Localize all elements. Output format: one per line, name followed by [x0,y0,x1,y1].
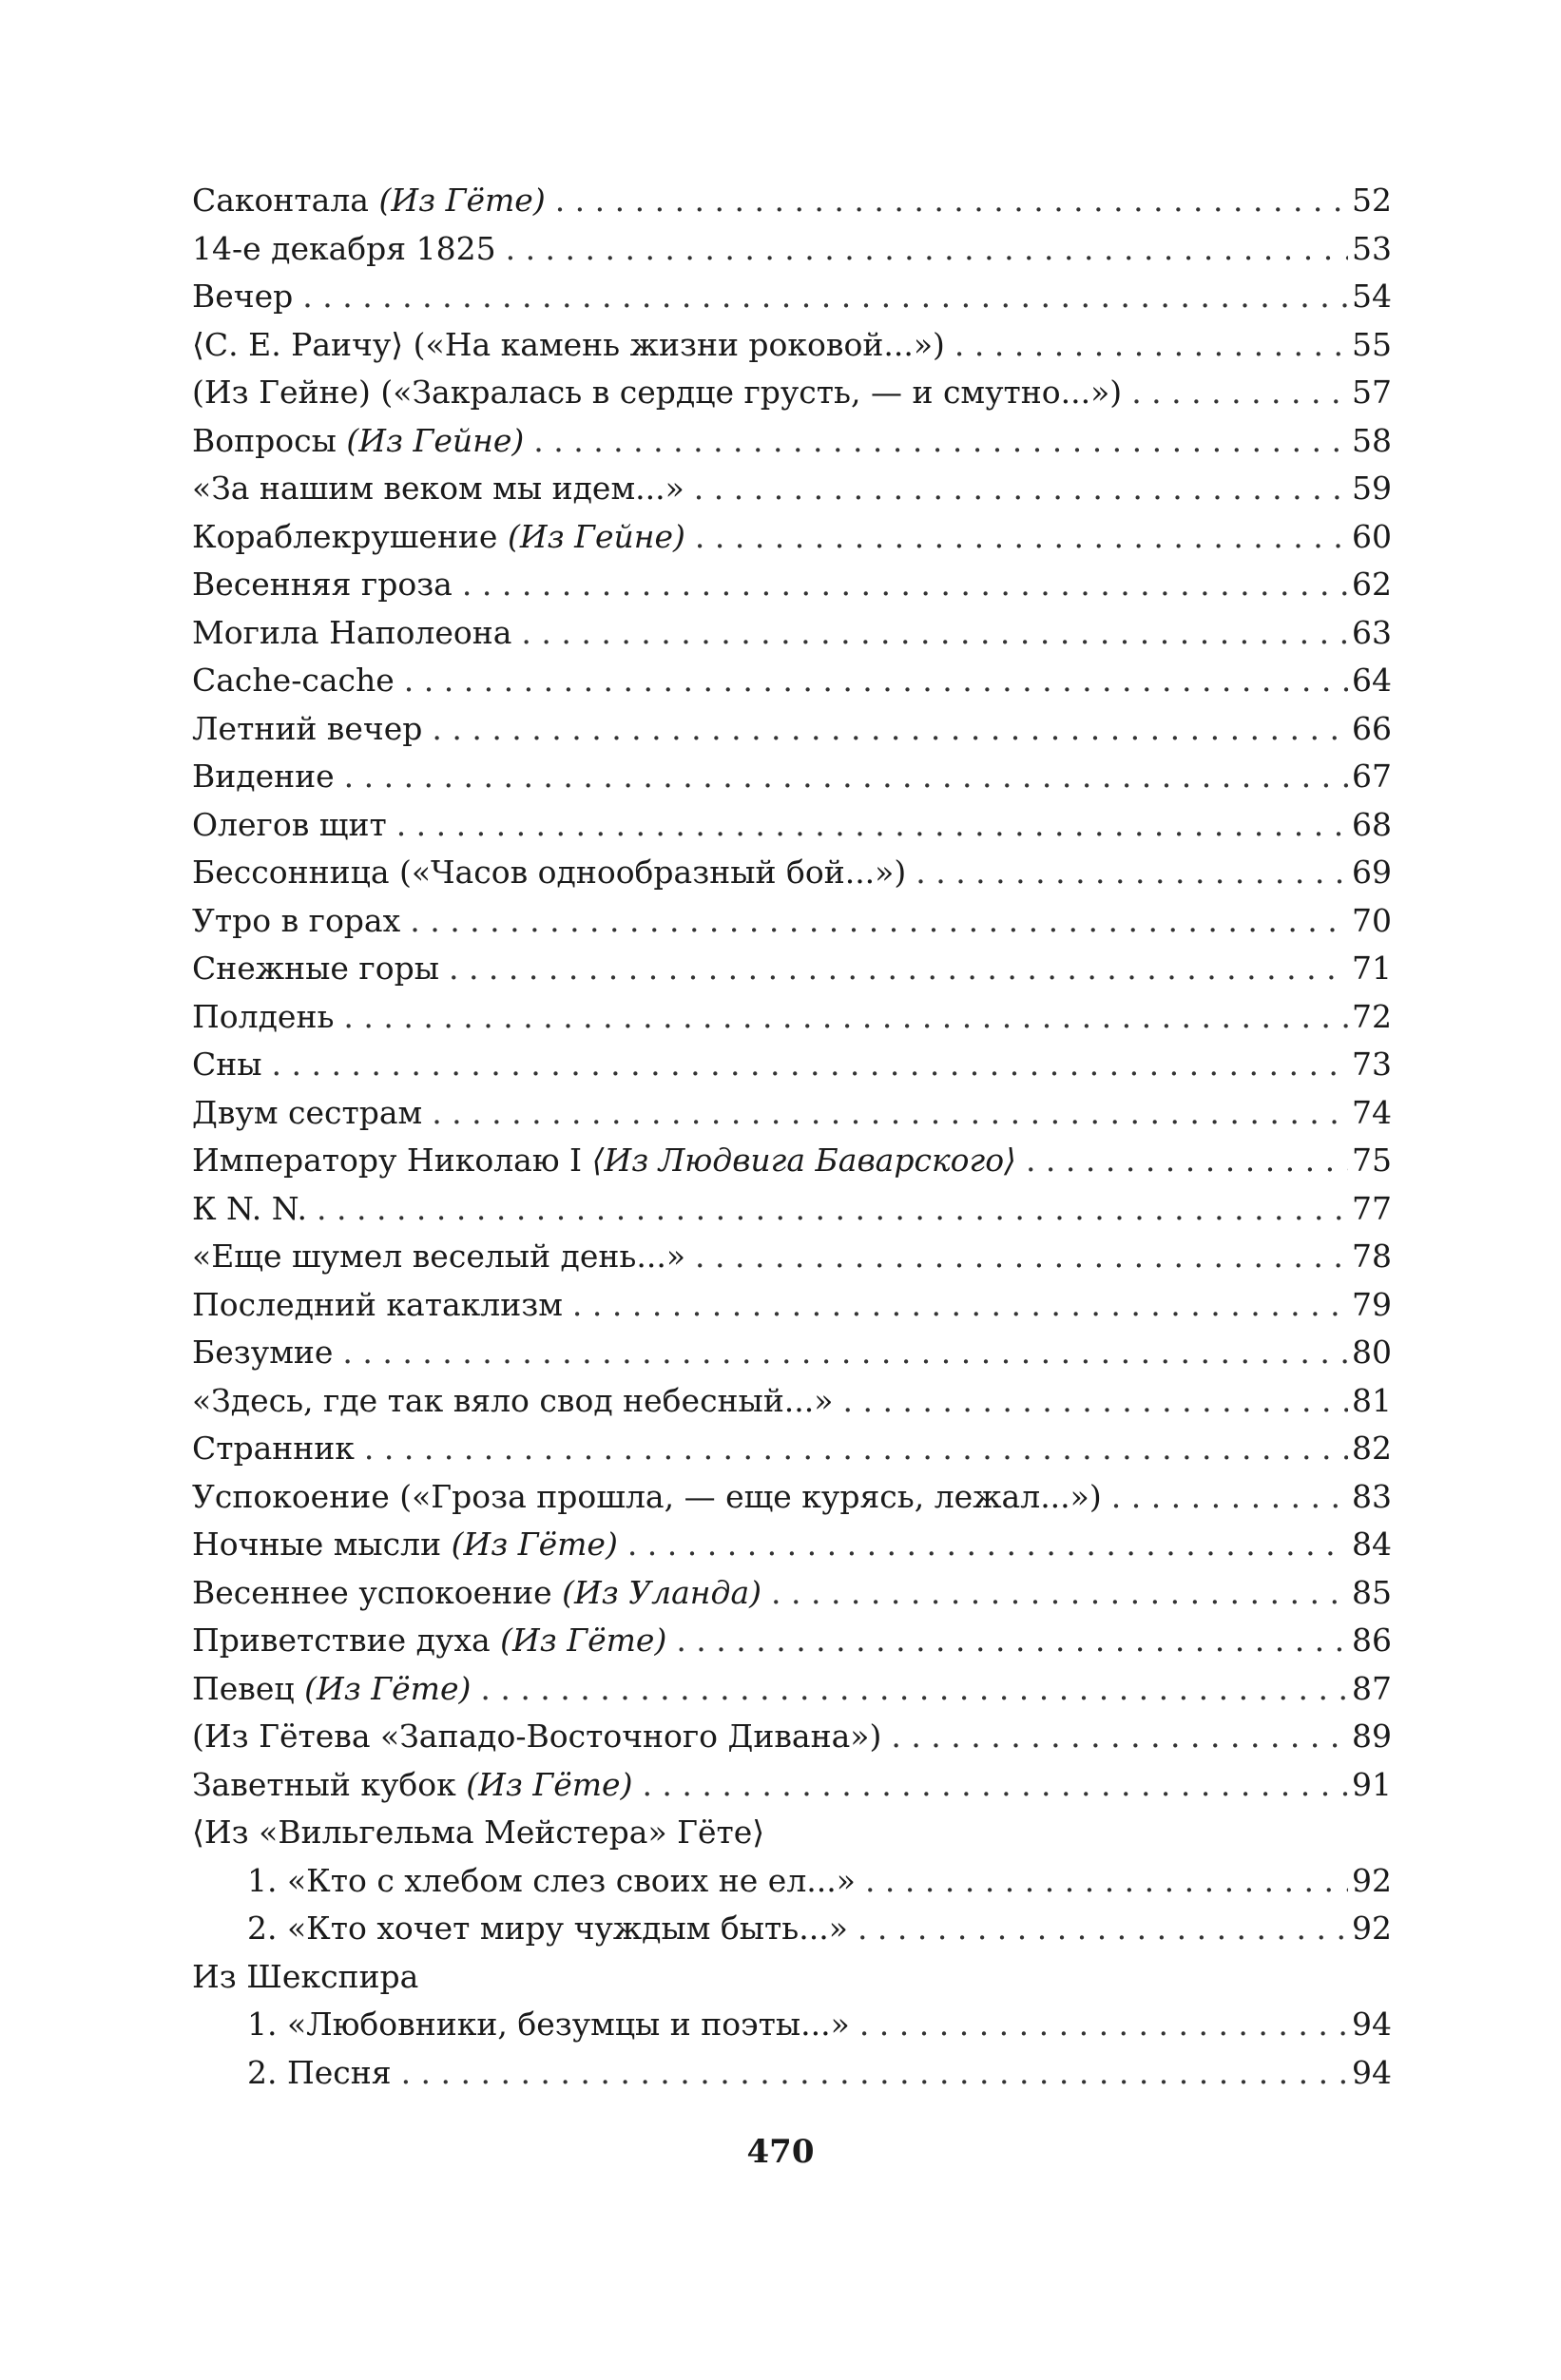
dot-leader [342,1329,1348,1377]
toc-entry-page: 73 [1352,1046,1392,1083]
toc-entry-title [192,1713,881,1761]
toc-entry [192,705,1392,754]
toc-entry-title [192,513,685,562]
toc-entry-page: 92 [1352,1861,1392,1899]
toc-entry-title-text: Бессонница («Часов однообразный бой...») [192,854,907,891]
toc-entry [192,2001,1392,2049]
dot-leader [1111,1473,1348,1522]
toc-entry-page: 68 [1352,805,1392,843]
dot-leader [627,1521,1348,1569]
toc-entry [192,1953,1392,2002]
toc-entry-source: (Из Гейне) [346,421,525,459]
toc-entry-page: 59 [1352,470,1392,507]
toc-entry-title-text: Полдень [192,997,335,1035]
toc-entry-page: 58 [1352,421,1392,459]
toc-entry-title [192,273,293,321]
toc-entry-title-text: 1. «Любовники, безумцы и поэты...» [247,2006,850,2043]
toc-entry-title [192,1473,1102,1522]
toc-entry [192,1761,1392,1810]
dot-leader [771,1569,1348,1618]
dot-leader [401,2049,1348,2098]
dot-leader [364,1425,1348,1473]
toc-entry-title-text: Cache-cache [192,662,395,699]
toc-entry-title-text: (Из Гейне) («Закралась в сердце грусть, — и смутно...») [192,374,1123,411]
toc-entry-title-text: Сны [192,1046,262,1083]
dot-leader [506,225,1348,274]
toc-entry-page: 67 [1352,758,1392,795]
dot-leader [480,1665,1348,1714]
toc-entry-page: 78 [1352,1238,1392,1275]
toc-entry-page: 81 [1352,1381,1392,1419]
toc-entry-title [192,1953,418,2002]
toc-entry-page: 71 [1352,950,1392,987]
dot-leader [676,1617,1348,1665]
dot-leader [1131,369,1348,417]
toc-entry [192,417,1392,466]
toc-entry-page: 92 [1352,1910,1392,1947]
toc-entry-page: 55 [1352,325,1392,363]
toc-entry-page: 52 [1352,182,1392,219]
toc-entry-title [247,2001,850,2049]
dot-leader [695,1233,1348,1281]
toc-entry-page: 82 [1352,1430,1392,1467]
dot-leader [272,1041,1348,1089]
toc-entry-title [192,1809,764,1857]
toc-entry-title [192,1761,632,1810]
toc-entry-title-text: Безумие [192,1334,334,1371]
toc-entry-title-text: Олегов щит [192,805,387,843]
toc-entry-title [192,225,496,274]
toc-entry-title [192,1569,761,1618]
toc-entry-title [247,1905,848,1953]
dot-leader [954,321,1348,370]
toc-entry [192,1041,1392,1089]
toc-entry-title-text: ⟨С. Е. Раичу⟩ («На камень жизни роковой...») [192,325,945,363]
toc-entry-page: 84 [1352,1526,1392,1563]
toc-entry-page: 69 [1352,854,1392,891]
toc-entry-title-text: Из Шекспира [192,1957,419,1995]
toc-entry-title [192,1377,833,1426]
toc-entry [192,1089,1392,1138]
toc-entry-title-text: Весенняя гроза [192,566,453,603]
toc-entry-title-text: К N. N. [192,1189,308,1227]
toc-entry [192,753,1392,801]
toc-entry-title [192,465,684,513]
toc-entry [192,465,1392,513]
toc-entry-title-text: Саконтала [192,182,379,219]
toc-entry-title-text: Весеннее успокоение [192,1573,563,1611]
toc-entry [192,1665,1392,1714]
toc-entry-title-text: Последний катаклизм [192,1285,563,1323]
dot-leader [1026,1137,1348,1185]
dot-leader [858,1905,1348,1953]
toc-entry-source: (Из Уланда) [562,1573,762,1611]
toc-entry-title [192,1185,307,1234]
toc-entry-title-text: 1. «Кто с хлебом слез своих не ел...» [247,1861,856,1899]
toc-entry-title [247,2049,392,2098]
toc-entry-title [192,705,422,754]
toc-entry-source: (Из Гёте) [451,1526,618,1563]
toc-entry-title-text: Снежные горы [192,950,439,987]
toc-entry-title-text: Утро в горах [192,901,401,939]
toc-entry-title [192,945,439,993]
dot-leader [533,417,1348,466]
toc-entry-title [247,1857,856,1906]
dot-leader [695,513,1348,562]
toc-entry-page: 85 [1352,1573,1392,1611]
toc-entry [192,993,1392,1042]
toc-entry-title-text: Странник [192,1430,355,1467]
dot-leader [449,945,1348,993]
toc-entry-page: 74 [1352,1093,1392,1131]
table-of-contents [192,177,1392,2097]
toc-entry [192,849,1392,897]
toc-entry-title [192,993,334,1042]
toc-entry-page: 75 [1352,1142,1392,1179]
toc-entry-title [192,1665,471,1714]
dot-leader [555,177,1348,225]
toc-entry-title [192,561,453,609]
toc-entry-title-text: 14-е декабря 1825 [192,229,496,267]
toc-entry-source: (Из Гёте) [304,1669,472,1707]
dot-leader [432,705,1348,754]
dot-leader [521,609,1348,658]
toc-entry-page: 83 [1352,1477,1392,1515]
toc-entry-title [192,1281,563,1330]
toc-entry [192,1329,1392,1377]
dot-leader [404,657,1348,705]
toc-entry-page: 80 [1352,1334,1392,1371]
toc-entry-title-text: Кораблекрушение [192,517,508,555]
toc-entry-title-text: Видение [192,758,335,795]
toc-entry-page: 86 [1352,1622,1392,1659]
toc-entry [192,513,1392,562]
toc-entry [192,1281,1392,1330]
toc-entry [192,1905,1392,1953]
toc-entry-page: 64 [1352,662,1392,699]
toc-entry-title-text: Летний вечер [192,709,423,747]
toc-entry-title [192,1425,355,1473]
toc-entry-page: 62 [1352,566,1392,603]
toc-entry [192,657,1392,705]
toc-entry [192,801,1392,850]
toc-entry-title-text: Вопросы [192,421,347,459]
dot-leader [694,465,1348,513]
toc-entry-title [192,849,906,897]
toc-entry-title-text: Певец [192,1669,305,1707]
toc-entry-title-text: Императору Николаю I [192,1142,592,1179]
toc-entry [192,2049,1392,2098]
dot-leader [410,897,1348,946]
toc-entry-source: ⟨Из Людвига Баварского⟩ [591,1142,1016,1179]
dot-leader [842,1377,1348,1426]
toc-entry-page: 94 [1352,2053,1392,2091]
toc-entry-page: 91 [1352,1765,1392,1803]
dot-leader [915,849,1348,897]
toc-entry-title [192,1617,666,1665]
toc-entry [192,561,1392,609]
toc-entry-title [192,657,395,705]
toc-entry-source: (Из Гёте) [378,182,546,219]
toc-entry-page: 72 [1352,997,1392,1035]
toc-entry-title [192,369,1122,417]
dot-leader [891,1713,1348,1761]
toc-entry [192,609,1392,658]
toc-entry-title-text: 2. Песня [247,2053,392,2091]
toc-entry-title [192,609,511,658]
dot-leader [865,1857,1348,1906]
toc-entry-title-text: ⟨Из «Вильгельма Мейстера» Гёте⟩ [192,1814,765,1851]
page-number: 470 [746,2133,815,2171]
toc-entry-page: 89 [1352,1718,1392,1755]
dot-leader [462,561,1348,609]
toc-entry-title-text: Успокоение («Гроза прошла, — еще курясь, лежал...») [192,1477,1102,1515]
toc-entry-title-text: «Здесь, где так вяло свод небесный...» [192,1381,834,1419]
toc-entry-title [192,1329,333,1377]
toc-entry-page: 66 [1352,709,1392,747]
toc-entry-title [192,1521,618,1569]
dot-leader [642,1761,1348,1810]
toc-entry-source: (Из Гёте) [500,1622,667,1659]
toc-entry [192,1713,1392,1761]
toc-entry-page: 94 [1352,2006,1392,2043]
toc-entry-page: 60 [1352,517,1392,555]
toc-entry [192,1617,1392,1665]
toc-entry [192,1233,1392,1281]
toc-entry-title-text: Вечер [192,278,294,315]
dot-leader [572,1281,1348,1330]
toc-entry-title [192,1137,1016,1185]
toc-entry-title-text: 2. «Кто хочет миру чуждым быть...» [247,1910,848,1947]
toc-entry-title [192,897,400,946]
dot-leader [302,273,1348,321]
toc-entry-page: 70 [1352,901,1392,939]
toc-entry-page: 63 [1352,613,1392,651]
toc-entry-page: 54 [1352,278,1392,315]
toc-entry [192,321,1392,370]
dot-leader [344,753,1348,801]
toc-entry-title [192,321,945,370]
toc-entry [192,225,1392,274]
toc-entry [192,369,1392,417]
toc-entry [192,1473,1392,1522]
toc-entry-page: 53 [1352,229,1392,267]
dot-leader [859,2001,1348,2049]
toc-entry-title [192,1041,262,1089]
dot-leader [343,993,1348,1042]
toc-entry [192,897,1392,946]
toc-entry-title [192,417,524,466]
dot-leader [396,801,1348,850]
toc-entry-title [192,801,387,850]
toc-entry [192,1137,1392,1185]
dot-leader [317,1185,1348,1234]
toc-entry-page: 77 [1352,1189,1392,1227]
toc-entry-title-text: «За нашим веком мы идем...» [192,470,684,507]
toc-entry [192,945,1392,993]
toc-entry-title [192,1089,422,1138]
dot-leader [432,1089,1348,1138]
toc-entry [192,177,1392,225]
toc-entry-title-text: Приветствие духа [192,1622,501,1659]
toc-entry-title-text: (Из Гётева «Западо-Восточного Дивана») [192,1718,882,1755]
toc-entry-title-text: «Еще шумел веселый день...» [192,1238,686,1275]
toc-entry [192,1425,1392,1473]
toc-entry-source: (Из Гёте) [466,1765,633,1803]
toc-entry-title [192,177,546,225]
toc-entry-title-text: Могила Наполеона [192,613,512,651]
toc-entry-title-text: Заветный кубок [192,1765,467,1803]
toc-entry-source: (Из Гейне) [507,517,685,555]
toc-entry [192,1185,1392,1234]
toc-entry [192,273,1392,321]
toc-entry [192,1569,1392,1618]
toc-entry-page: 87 [1352,1669,1392,1707]
toc-entry-title [192,753,335,801]
toc-entry [192,1857,1392,1906]
toc-entry-page: 79 [1352,1285,1392,1323]
toc-entry [192,1521,1392,1569]
toc-entry-title-text: Ночные мысли [192,1526,452,1563]
toc-entry-page: 57 [1352,374,1392,411]
toc-entry-title-text: Двум сестрам [192,1093,423,1131]
toc-entry [192,1809,1392,1857]
toc-entry [192,1377,1392,1426]
toc-entry-title [192,1233,685,1281]
